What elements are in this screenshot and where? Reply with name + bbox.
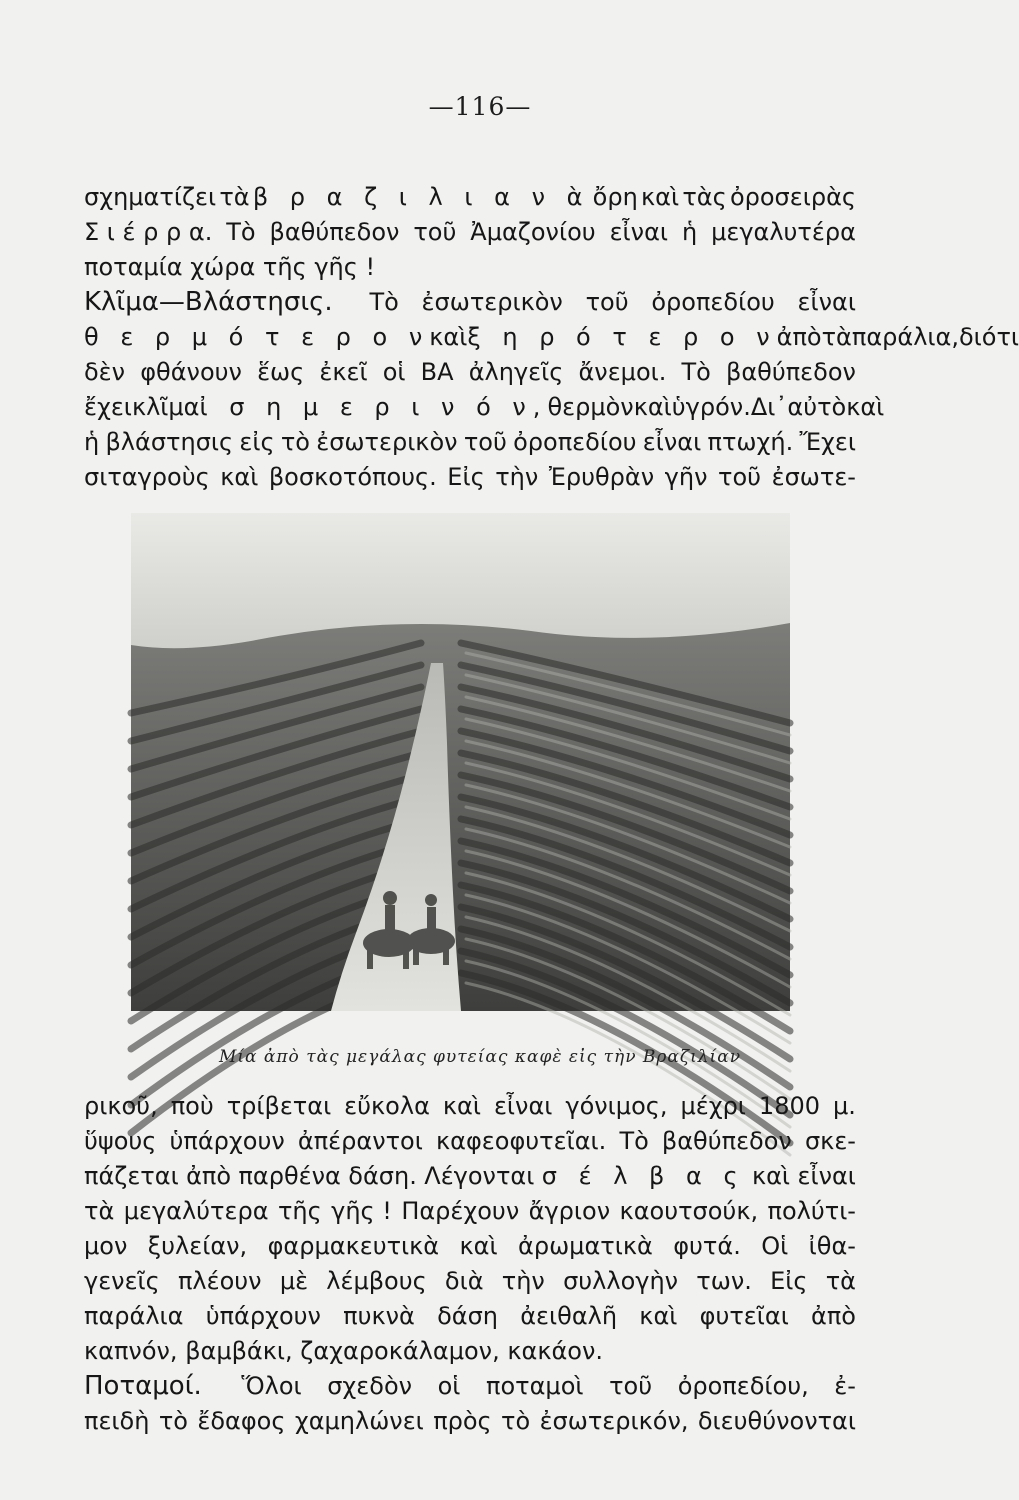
word: ἄνεμοι. [578,358,667,386]
word: Παρέχουν [401,1197,520,1225]
word: τοῦ [585,288,629,316]
text-line [84,1264,856,1299]
word: ἀπέραντοι [297,1127,423,1155]
word: φαρμακευτικὰ [267,1232,440,1260]
text-line [84,1194,856,1229]
word: ἄγριον [528,1197,611,1225]
page-number: —116— [428,92,532,121]
text-line [84,180,856,215]
text-line [84,460,856,495]
word: εἶναι [797,1162,856,1190]
word: πρὸς [433,1407,492,1435]
word: ρικοῦ, [84,1092,158,1120]
word: καὶ [633,393,672,421]
word: δὲν [84,358,126,386]
word: τὰ [84,1197,115,1225]
word: θερμὸν [547,393,634,421]
word: ποταμοὶ [486,1372,584,1400]
word: τὰ [825,1267,856,1295]
word: πυκνὰ [343,1302,415,1330]
text-line [84,1334,856,1369]
word: θ ε ρ μ ό τ ε ρ ο ν [84,323,430,351]
word: ὑπάρχουν [205,1302,321,1330]
text-line [84,1229,856,1264]
word: καὶ [641,183,680,211]
word: εἶναι [642,428,702,456]
word: Ὅλοι [241,1372,302,1400]
text-line [84,1404,856,1439]
word: εἶναι [609,218,669,246]
word: ὑπάρχουν [169,1127,285,1155]
word: ἐσωτερικὸν [316,428,458,456]
word: Ἔχει [799,428,856,456]
word: διευθύνονται [697,1407,856,1435]
word: αὐτὸ [787,393,847,421]
word: τὴν [501,1267,545,1295]
word: πολύτι- [767,1197,856,1225]
word: ΒΑ [420,358,454,386]
word: τοῦ [609,1372,653,1400]
word: τῆς [262,253,307,281]
word: ἀπὸ [776,323,822,351]
word: καὶ [442,1092,481,1120]
word: εὔκολα [344,1092,430,1120]
word: μον [84,1232,128,1260]
word: μ. [832,1092,856,1120]
word: ὀροσειρὰς [729,183,856,211]
word: βαμβάκι, [185,1337,293,1365]
photo-caption: Μία ἀπὸ τὰς μεγάλας φυτείας καφὲ εἰς τὴν Βραζιλίαν [218,1047,742,1067]
word: ἐσωτε- [771,463,856,491]
word: ἡ [681,218,698,246]
word: παράλια [84,1302,184,1330]
word: καὶ [751,1162,791,1190]
word: μεγαλύτερα [123,1197,269,1225]
word: Σ ι έ ρ ρ α. [84,218,213,246]
word: Τὸ [681,358,711,386]
word: τὸ [501,1407,531,1435]
word: ἰθα- [808,1232,856,1260]
text-line [84,390,885,425]
word: ἕως [257,358,305,386]
word: γῆς ! [331,1197,392,1225]
word: των. [696,1267,752,1295]
word: τοῦ [463,428,507,456]
coffee-plantation-photo [131,513,790,1011]
word: τὸ [158,1407,188,1435]
word: Ἀμαζονίου [470,218,596,246]
word: καὶ [459,1232,498,1260]
word: μεγαλυτέρα [711,218,856,246]
word: πλέουν [177,1267,262,1295]
word: ποταμία [84,253,183,281]
word: Ἐρυθρὰν [548,463,655,491]
word: καπνόν, [84,1337,178,1365]
word: κακάον. [507,1337,604,1365]
text-block-top [84,180,1019,495]
word: κλῖμα [131,393,200,421]
word: σκε- [804,1127,856,1155]
word: γῆν [664,463,708,491]
word: γενεῖς [84,1267,160,1295]
word: ὀροπεδίου [513,428,637,456]
word: διότι [958,323,1019,351]
word: γῆς ! [314,253,376,281]
word: καουτσούκ, [619,1197,759,1225]
word: τοῦ [413,218,457,246]
word: συλλογὴν [563,1267,679,1295]
word: ἀρωματικὰ [518,1232,653,1260]
word: μὲ [279,1267,309,1295]
word: ξυλείαν, [147,1232,248,1260]
text-line [84,1089,856,1124]
word: βαθύπεδον [726,358,856,386]
word: πάζεται [84,1162,179,1190]
word: βλάστησις [105,428,234,456]
text-line [84,1159,856,1194]
word: μέχρι [680,1092,746,1120]
text-line [84,425,856,460]
word: ξ η ρ ό τ ε ρ ο ν [467,323,777,351]
word: ἰ σ η μ ε ρ ι ν ό ν, [199,393,548,421]
word: διὰ [444,1267,484,1295]
text-line [84,215,856,250]
text-line [84,355,856,390]
word: φθάνουν [140,358,242,386]
word: ἀπὸ [811,1302,856,1330]
word: βαθύπεδον [661,1127,792,1155]
word: σχεδὸν [327,1372,413,1400]
word: ζαχαροκάλαμον, [300,1337,500,1365]
section-heading-rivers: Ποταμοί. [84,1371,202,1401]
word: ὕψους [84,1127,157,1155]
word: εἶναι [493,1092,553,1120]
word: ὄρη [592,183,638,211]
word: ποὺ [170,1092,214,1120]
word: εἶναι [797,288,856,316]
word: φυτεῖαι [699,1302,789,1330]
word: ἀπὸ [186,1162,232,1190]
word: οἱ [382,358,406,386]
word: καφεοφυτεῖαι. [436,1127,607,1155]
text-line [84,250,856,285]
word: τὸ [280,428,310,456]
word: σ έ λ β α ς [541,1162,745,1190]
word: βαθύπεδον [269,218,400,246]
word: ἀληγεῖς [468,358,564,386]
word: φυτά. [673,1232,741,1260]
word: ἡ [84,428,100,456]
section-heading-climate: Κλῖμα—Βλάστησις. [84,287,333,317]
word: τὰ [219,183,250,211]
word: 1800 [758,1092,820,1120]
word: παρθένα [238,1162,341,1190]
word: δάση [437,1302,499,1330]
word: παράλια, [851,323,959,351]
text-line [84,1299,856,1334]
word: ὀροπεδίου [651,288,775,316]
word: Τὸ [369,288,399,316]
word: Δι᾽ [750,393,788,421]
word: τὴν [495,463,539,491]
word: Οἱ [761,1232,789,1260]
word: ἀειθαλῆ [520,1302,618,1330]
word: ἐ- [834,1372,856,1400]
word: ἔδαφος [197,1407,286,1435]
word: λέμβους [326,1267,427,1295]
word: ἐσωτερικὸν [421,288,563,316]
word: χώρα [190,253,256,281]
word: ὀροπεδίου, [677,1372,809,1400]
word: σιταγροὺς [84,463,210,491]
word: ἐσωτερικόν, [539,1407,689,1435]
word: καὶ [220,463,259,491]
word: πτωχή. [707,428,794,456]
word: καὶ [429,323,468,351]
word: χαμηλώνει [294,1407,424,1435]
photo-illustration [131,513,790,1011]
word: εἰς [239,428,275,456]
word: Εἰς [770,1267,808,1295]
word: σχηματίζει [84,183,217,211]
word: Τὸ [619,1127,649,1155]
word: τὰς [682,183,727,211]
word: τὰ [821,323,852,351]
text-line [84,320,1019,355]
word: δάση. [348,1162,417,1190]
word: τρίβεται [226,1092,332,1120]
word: πειδὴ [84,1407,150,1435]
word: καὶ [639,1302,678,1330]
word: Εἰς [447,463,485,491]
word: γόνιμος, [565,1092,668,1120]
word: ἐκεῖ [319,358,368,386]
text-line [84,285,856,320]
word: Τὸ [226,218,256,246]
word: ὑγρόν. [671,393,751,421]
word: οἱ [437,1372,461,1400]
text-line [84,1124,856,1159]
word: Λέγονται [424,1162,535,1190]
word: τοῦ [718,463,762,491]
word: βοσκοτόπους. [268,463,437,491]
word: ἔχει [84,393,132,421]
word: β ρ α ζ ι λ ι α ν ὰ [252,183,590,211]
word: καὶ [846,393,885,421]
word: τῆς [277,1197,322,1225]
text-block-bottom [84,1089,856,1439]
text-line [84,1369,856,1404]
